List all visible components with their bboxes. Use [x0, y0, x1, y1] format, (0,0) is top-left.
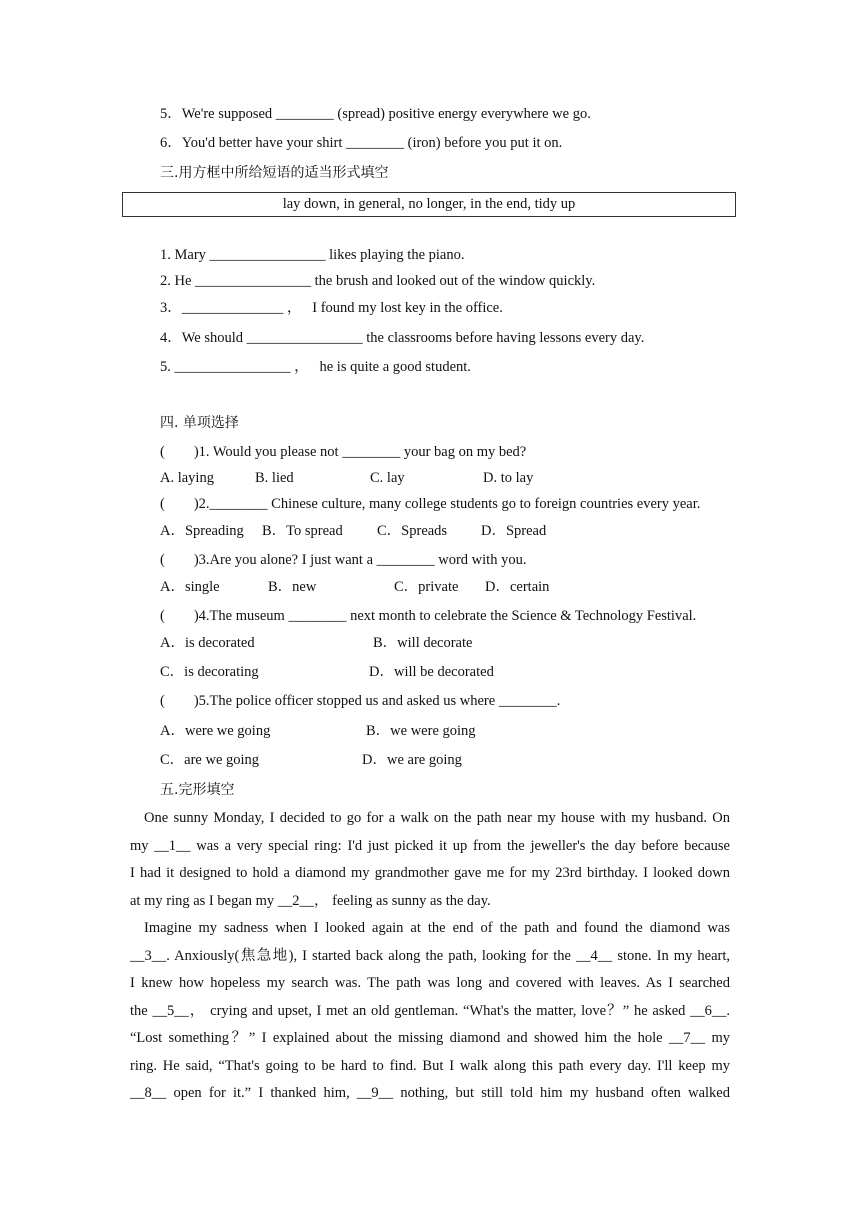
section-heading: 四. 单项选择	[160, 415, 239, 431]
option-d: D．will be decorated	[369, 664, 494, 680]
fill-item: 2. He ________________ the brush and looked out of the window quickly.	[160, 273, 596, 289]
option-c: C．Spreads	[377, 523, 448, 539]
option-b: B．new	[268, 579, 317, 595]
option-d: D．Spread	[481, 523, 547, 539]
question-stem: ( )1. Would you please not ________ your bag on my bed?	[160, 444, 527, 460]
option-b: B．will decorate	[373, 635, 473, 651]
question-stem: ( )3.Are you alone? I just want a ________ word with you.	[160, 552, 527, 568]
passage-line: “Lost something？” I explained about the missing diamond and showed him the hole __7__ my	[130, 1030, 730, 1046]
option-a: A．were we going	[160, 723, 271, 739]
fill-item: 5. ________________ ， he is quite a good student.	[160, 359, 471, 375]
option-a: A. laying	[160, 470, 214, 486]
exercise-line: 5．We're supposed ________ (spread) positive energy everywhere we go.	[160, 106, 591, 122]
question-stem: ( )5.The police officer stopped us and asked us where ________.	[160, 693, 561, 709]
fill-item: 3．______________ ， I found my lost key in the office.	[160, 300, 503, 316]
passage-line: Imagine my sadness when I looked again at the end of the path and found the diamond was	[144, 920, 730, 936]
exercise-line: 6．You'd better have your shirt ________ (iron) before you put it on.	[160, 135, 563, 151]
passage-line: my __1__ was a very special ring: I'd just picked it up from the jeweller's the day before because	[130, 837, 730, 854]
section-heading: 三.用方框中所给短语的适当形式填空	[160, 165, 389, 181]
phrase-box: lay down, in general, no longer, in the end, tidy up	[122, 192, 736, 217]
option-c: C．are we going	[160, 752, 260, 768]
option-c: C．is decorating	[160, 664, 259, 680]
passage-line: __8__ open for it.” I thanked him, __9__ nothing, but still told him my husband often walked	[130, 1085, 730, 1101]
option-c: C．private	[394, 579, 459, 595]
fill-item: 4．We should ________________ the classrooms before having lessons every day.	[160, 330, 645, 346]
option-a: A．Spreading	[160, 523, 244, 539]
option-d: D．certain	[485, 579, 550, 595]
passage-line: I had it designed to hold a diamond my grandmother gave me for my 23rd birthday. I looked down	[130, 865, 730, 881]
option-d: D．we are going	[362, 752, 462, 768]
section-heading: 五.完形填空	[160, 782, 235, 798]
option-b: B．To spread	[262, 523, 343, 539]
passage-line: the __5__， crying and upset, I met an old gentleman. “What's the matter, love？” he asked __6__.	[130, 1002, 730, 1019]
question-stem: ( )4.The museum ________ next month to celebrate the Science & Technology Festival.	[160, 608, 697, 624]
option-b: B. lied	[255, 470, 294, 486]
question-stem: ( )2.________ Chinese culture, many college students go to foreign countries every year.	[160, 496, 701, 512]
cloze-passage	[130, 805, 730, 1108]
passage-line: at my ring as I began my __2__， feeling as sunny as the day.	[130, 892, 491, 909]
option-d: D. to lay	[483, 470, 534, 486]
passage-line: One sunny Monday, I decided to go for a walk on the path near my house with my husband. On	[144, 810, 730, 826]
option-a: A．single	[160, 579, 220, 595]
option-a: A．is decorated	[160, 635, 255, 651]
passage-line: ring. He said, “That's going to be hard to find. But I walk along this path every day. I'll keep my	[130, 1057, 730, 1074]
fill-item: 1. Mary ________________ likes playing the piano.	[160, 247, 465, 263]
passage-line: __3__. Anxiously(焦急地), I started back along the path, looking for the __4__ stone. In my heart,	[130, 947, 730, 964]
passage-line: I knew how hopeless my search was. The path was long and covered with leaves. As I searched	[130, 975, 730, 991]
option-b: B．we were going	[366, 723, 476, 739]
option-c: C. lay	[370, 470, 405, 486]
